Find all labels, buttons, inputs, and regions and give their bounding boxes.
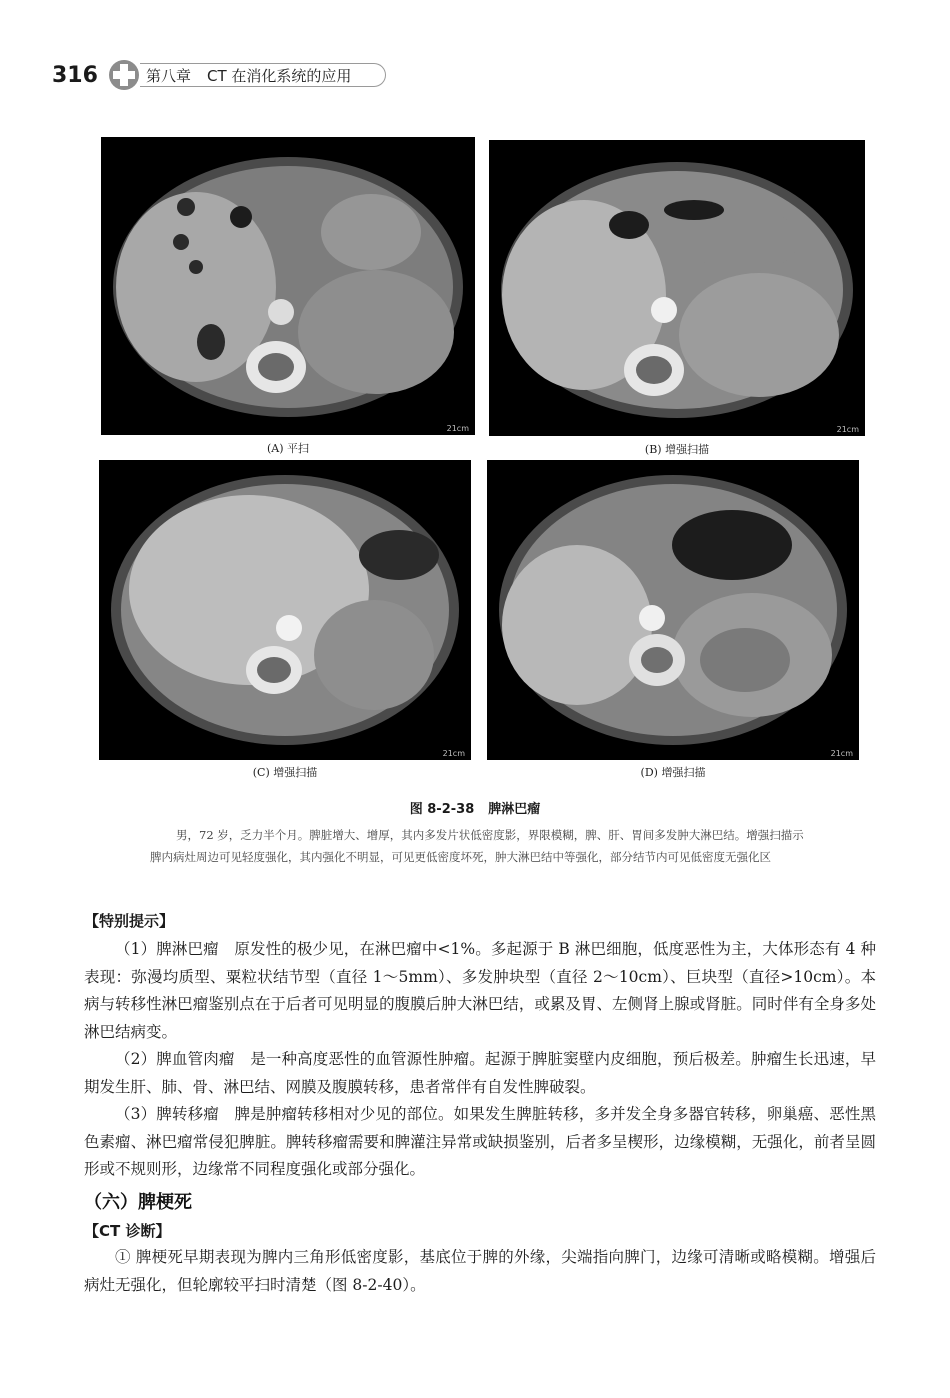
scale-label: 21cm	[446, 424, 469, 433]
caption-c: (C) 增强扫描	[252, 766, 318, 779]
chapter-label: 第八章	[146, 67, 192, 85]
caption-d: (D) 增强扫描	[640, 766, 706, 779]
scale-label: 21cm	[836, 425, 859, 434]
figure-name: 脾淋巴瘤	[488, 802, 541, 817]
chapter-title: CT 在消化系统的应用	[207, 67, 352, 85]
special-tips-heading: 【特别提示】	[84, 912, 175, 930]
medical-cross-icon	[108, 59, 140, 91]
page-header	[52, 58, 140, 92]
caption-b: (B) 增强扫描	[644, 443, 710, 456]
ct-image-c	[99, 460, 471, 760]
section-body	[84, 1244, 876, 1299]
ct-image-a	[101, 137, 475, 435]
tip-paragraph-1: （1）脾淋巴瘤 原发性的极少见，在淋巴瘤中<1%。多起源于 B 淋巴细胞，低度恶性为主，大体形态有 4 种表现：弥漫均质型、粟粒状结节型（直径 1～5mm）、多发肿块型（直径 2～10cm）、巨块型（直径>10cm）。本病与转移性淋巴瘤鉴别点在于后者可见明显的腹膜后肿大淋巴结，或累及胃、左侧肾上腺或肾脏。同时伴有全身多处淋巴结病变。	[84, 940, 876, 1041]
ct-image-d	[487, 460, 859, 760]
ct-diagnosis-heading: 【CT 诊断】	[84, 1222, 171, 1240]
chapter-tab	[140, 63, 386, 87]
page-number: 316	[52, 62, 98, 88]
scale-label: 21cm	[830, 749, 853, 758]
caption-a: (A) 平扫	[266, 442, 310, 455]
section-paragraph-1: ① 脾梗死早期表现为脾内三角形低密度影，基底位于脾的外缘，尖端指向脾门，边缘可清晰或略模糊。增强后病灶无强化，但轮廓较平扫时清楚（图 8-2-40）。	[84, 1248, 876, 1294]
scale-label: 21cm	[442, 749, 465, 758]
special-tips-body	[84, 936, 876, 1184]
figure-description: 男，72 岁，乏力半个月。脾脏增大、增厚，其内多发片状低密度影，界限模糊，脾、肝、胃间多发肿大淋巴结。增强扫描示脾内病灶周边可见轻度强化，其内强化不明显，可见更低密度坏死，肿大淋巴结中等强化，部分结节内可见低密度无强化区	[150, 828, 804, 864]
section-title: （六）脾梗死	[84, 1192, 192, 1213]
figure-number: 图 8-2-38	[409, 802, 475, 817]
figure-title	[0, 798, 950, 817]
ct-image-b	[489, 140, 865, 436]
tip-paragraph-2: （2）脾血管肉瘤 是一种高度恶性的血管源性肿瘤。起源于脾脏窦壁内皮细胞，预后极差。肿瘤生长迅速，早期发生肝、肺、骨、淋巴结、网膜及腹膜转移，患者常伴有自发性脾破裂。	[84, 1050, 876, 1096]
tip-paragraph-3: （3）脾转移瘤 脾是肿瘤转移相对少见的部位。如果发生脾脏转移，多并发全身多器官转移，卵巢癌、恶性黑色素瘤、淋巴瘤常侵犯脾脏。脾转移瘤需要和脾灌注异常或缺损鉴别，后者多呈楔形，边缘模糊，无强化，前者呈圆形或不规则形，边缘常不同程度强化或部分强化。	[84, 1105, 876, 1178]
